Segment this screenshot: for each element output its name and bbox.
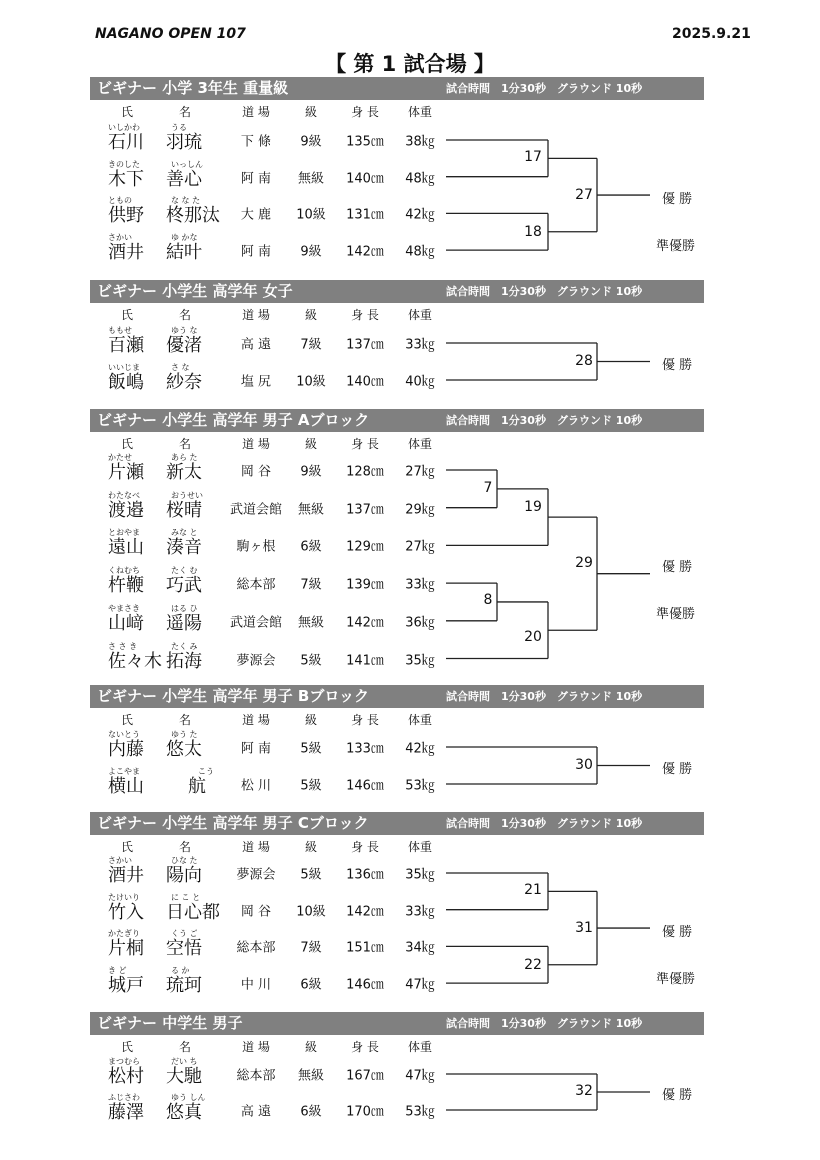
grade: 10級 [296, 374, 326, 390]
height: 136㎝ [346, 867, 384, 883]
height: 142㎝ [346, 904, 384, 920]
category-title: ビギナー 小学生 高学年 男子 Aブロック [97, 411, 370, 429]
grade: 10級 [296, 207, 326, 223]
weight: 47㎏ [405, 1068, 435, 1084]
ruby-family: まつむら [108, 1057, 140, 1066]
player-name [108, 326, 228, 358]
height: 142㎝ [346, 244, 384, 260]
family-name: 杵鞭 [108, 575, 144, 597]
player-name [108, 929, 228, 961]
event-date: 2025.9.21 [672, 26, 751, 42]
player-name [108, 1057, 228, 1089]
ruby-family: いしかわ [108, 123, 140, 132]
column-header-weight: 体重 [407, 840, 433, 854]
family-name: 渡邉 [108, 499, 144, 521]
column-header-dojo: 道 場 [242, 840, 270, 854]
ruby-given: ゆう た [171, 730, 198, 739]
ruby-given: る か [171, 966, 190, 976]
category-bar [90, 1012, 704, 1035]
height: 146㎝ [346, 778, 384, 794]
ruby-given: はる ひ [171, 603, 198, 613]
family-name: 片瀬 [108, 462, 144, 483]
given-name: 善心 [166, 168, 202, 190]
grade: 5級 [300, 778, 322, 794]
category-bar [90, 77, 704, 100]
ruby-family: ないとう [108, 730, 140, 739]
column-header-height: 身 長 [351, 105, 379, 119]
height: 141㎝ [346, 653, 384, 668]
ruby-family: いいじま [108, 363, 140, 372]
grade: 無級 [297, 1068, 325, 1084]
ruby-family: かたせ [108, 453, 132, 462]
grade: 10級 [296, 904, 326, 920]
weight: 36㎏ [405, 615, 435, 631]
family-name: 酒井 [108, 242, 144, 264]
weight: 48㎏ [405, 171, 435, 187]
winner-label: 優 勝 [662, 192, 693, 207]
column-header-grade: 級 [304, 308, 318, 322]
weight: 40㎏ [405, 374, 435, 390]
height: 137㎝ [346, 502, 384, 518]
ruby-family: やまさき [108, 603, 140, 613]
match-number: 30 [575, 757, 593, 773]
player-name [108, 767, 228, 799]
dojo: 高 遠 [240, 337, 272, 353]
family-name: 藤澤 [108, 1102, 144, 1123]
column-header-height: 身 長 [351, 308, 379, 322]
column-header-weight: 体重 [407, 1040, 433, 1054]
column-header-dojo: 道 場 [242, 308, 270, 322]
category-title: ビギナー 中学生 男子 [97, 1014, 243, 1032]
ruby-given: みな と [171, 528, 198, 538]
dojo: 松 川 [240, 778, 272, 794]
column-header-name_family: 氏 [120, 840, 134, 854]
column-header-height: 身 長 [351, 437, 379, 451]
weight: 29㎏ [405, 502, 435, 518]
given-name: 琉珂 [166, 975, 202, 997]
ruby-family: ふじさわ [108, 1093, 140, 1102]
column-header-name_family: 氏 [120, 713, 134, 727]
dojo: 総本部 [236, 940, 276, 956]
runner-up-label: 準優勝 [656, 239, 696, 254]
player-name [108, 528, 228, 560]
ruby-family: くねむち [108, 566, 140, 576]
winner-label: 優 勝 [662, 358, 693, 373]
player-name [108, 566, 228, 598]
match-number: 22 [524, 957, 542, 973]
match-number: 7 [483, 480, 493, 496]
player-name [108, 123, 228, 155]
column-header-name_given: 名 [178, 713, 192, 727]
ruby-family: よこやま [108, 767, 140, 776]
dojo: 総本部 [236, 1068, 276, 1084]
grade: 7級 [300, 337, 322, 353]
height: 170㎝ [346, 1104, 384, 1120]
family-name: 横山 [108, 776, 144, 797]
ruby-family: き ど [108, 966, 127, 976]
column-header-name_given: 名 [178, 308, 192, 322]
column-header-height: 身 長 [351, 840, 379, 854]
height: 139㎝ [346, 577, 384, 593]
column-header-dojo: 道 場 [242, 437, 270, 451]
player-name [108, 233, 228, 265]
column-header-name_given: 名 [178, 1040, 192, 1054]
ruby-family: ももせ [108, 326, 132, 335]
family-name: 松村 [108, 1066, 144, 1087]
given-name: 結叶 [166, 242, 202, 264]
category-title: ビギナー 小学生 高学年 女子 [97, 282, 293, 300]
ruby-family: さかい [108, 233, 132, 243]
winner-label: 優 勝 [662, 925, 693, 940]
ruby-given: ゆ かな [171, 233, 198, 243]
weight: 33㎏ [405, 904, 435, 920]
given-name: 優渚 [166, 335, 202, 356]
family-name: 木下 [108, 168, 144, 190]
match-time-info: 試合時間 1分30秒 グラウンド 10秒 [446, 414, 643, 427]
match-number: 8 [483, 592, 493, 608]
column-header-grade: 級 [304, 437, 318, 451]
ruby-given: ゆう しん [171, 1093, 206, 1102]
winner-label: 優 勝 [662, 1088, 693, 1103]
player-name [108, 604, 228, 636]
ruby-given: たく み [171, 641, 198, 651]
weight: 34㎏ [405, 940, 435, 956]
family-name: 山﨑 [108, 612, 144, 634]
ruby-family: とおやま [108, 528, 140, 538]
ruby-given: ひな た [171, 856, 198, 865]
column-header-name_given: 名 [178, 437, 192, 451]
height: 140㎝ [346, 374, 384, 390]
weight: 27㎏ [405, 464, 435, 480]
ruby-given: たく む [171, 566, 198, 576]
grade: 6級 [300, 977, 322, 993]
category-title: ビギナー 小学生 高学年 男子 Bブロック [97, 687, 370, 705]
ruby-given: うる [171, 123, 187, 132]
player-name [108, 1093, 228, 1125]
given-name: 空悟 [166, 938, 202, 960]
player-name [108, 856, 228, 888]
family-name: 石川 [108, 132, 144, 153]
grade: 9級 [300, 464, 322, 480]
event-title: NAGANO OPEN 107 [95, 26, 246, 42]
dojo: 武道会館 [229, 615, 283, 631]
dojo: 駒ヶ根 [236, 539, 276, 555]
category-title: ビギナー 小学 3年生 重量級 [97, 79, 289, 97]
player-name [108, 642, 228, 674]
match-number: 17 [524, 149, 542, 165]
weight: 48㎏ [405, 244, 435, 260]
page-title: 【 第 1 試合場 】 [325, 52, 495, 76]
weight: 42㎏ [405, 741, 435, 757]
ruby-given: ゆう な [171, 326, 198, 335]
winner-label: 優 勝 [662, 762, 693, 777]
column-header-weight: 体重 [407, 308, 433, 322]
column-header-name_family: 氏 [120, 105, 134, 119]
column-header-name_family: 氏 [120, 308, 134, 322]
height: 133㎝ [346, 741, 384, 757]
dojo: 阿 南 [240, 741, 272, 757]
dojo: 阿 南 [240, 171, 272, 187]
given-name: 悠真 [166, 1102, 202, 1123]
player-name [108, 491, 228, 523]
grade: 6級 [300, 1104, 322, 1120]
grade: 無級 [297, 171, 325, 187]
given-name: 航 [188, 776, 206, 797]
given-name: 桜晴 [166, 499, 202, 521]
column-header-height: 身 長 [351, 713, 379, 727]
player-name [108, 160, 228, 192]
family-name: 飯嶋 [108, 372, 144, 393]
column-header-grade: 級 [304, 713, 318, 727]
category-bar [90, 812, 704, 835]
runner-up-label: 準優勝 [656, 972, 696, 987]
column-header-height: 身 長 [351, 1040, 379, 1054]
given-name: 紗奈 [166, 372, 202, 393]
dojo: 岡 谷 [240, 904, 272, 920]
match-number: 31 [575, 920, 593, 936]
dojo: 中 川 [240, 977, 272, 993]
ruby-family: たけいり [108, 892, 140, 902]
column-header-weight: 体重 [407, 105, 433, 119]
match-number: 20 [524, 629, 542, 645]
weight: 35㎏ [405, 867, 435, 883]
column-header-grade: 級 [304, 840, 318, 854]
player-name [108, 966, 228, 998]
match-number: 29 [575, 555, 593, 571]
family-name: 片桐 [108, 938, 144, 960]
dojo: 高 遠 [240, 1104, 272, 1120]
match-time-info: 試合時間 1分30秒 グラウンド 10秒 [446, 690, 643, 703]
category-bar [90, 685, 704, 708]
match-number: 27 [575, 187, 593, 203]
given-name: 新太 [166, 462, 202, 483]
runner-up-label: 準優勝 [656, 607, 696, 622]
weight: 42㎏ [405, 207, 435, 223]
ruby-family: さ さ き [108, 641, 138, 651]
dojo: 夢源会 [236, 653, 276, 668]
family-name: 内藤 [108, 739, 144, 760]
family-name: 遠山 [108, 537, 144, 559]
category-title: ビギナー 小学生 高学年 男子 Cブロック [97, 814, 369, 832]
column-header-name_given: 名 [178, 105, 192, 119]
ruby-family: わたなべ [108, 490, 140, 500]
player-name [108, 363, 228, 395]
family-name: 竹入 [108, 901, 144, 923]
grade: 7級 [300, 940, 322, 956]
weight: 38㎏ [405, 134, 435, 150]
height: 137㎝ [346, 337, 384, 353]
ruby-family: かたぎり [108, 929, 140, 939]
column-header-dojo: 道 場 [242, 105, 270, 119]
player-name [108, 196, 228, 228]
ruby-given: あら た [171, 453, 198, 462]
given-name: 拓海 [166, 650, 202, 672]
weight: 33㎏ [405, 577, 435, 593]
family-name: 供野 [108, 205, 144, 227]
weight: 53㎏ [405, 778, 435, 794]
ruby-given: さ な [171, 363, 190, 372]
dojo: 総本部 [236, 577, 276, 593]
match-number: 21 [524, 882, 542, 898]
dojo: 阿 南 [240, 244, 272, 260]
dojo: 大 鹿 [240, 207, 272, 223]
given-name: 日心都 [166, 901, 220, 923]
match-time-info: 試合時間 1分30秒 グラウンド 10秒 [446, 285, 643, 298]
grade: 9級 [300, 244, 322, 260]
match-number: 32 [575, 1083, 593, 1099]
given-name: 柊那汰 [166, 205, 220, 227]
ruby-given: くう ご [171, 929, 198, 939]
category-bar [90, 280, 704, 303]
given-name: 遥陽 [166, 612, 202, 634]
dojo: 岡 谷 [240, 464, 272, 480]
family-name: 城戸 [108, 975, 144, 997]
ruby-given: こう [198, 767, 214, 776]
family-name: 百瀬 [108, 335, 144, 356]
weight: 47㎏ [405, 977, 435, 993]
column-header-dojo: 道 場 [242, 1040, 270, 1054]
weight: 33㎏ [405, 337, 435, 353]
match-time-info: 試合時間 1分30秒 グラウンド 10秒 [446, 1017, 643, 1030]
given-name: 羽琉 [166, 132, 202, 153]
height: 135㎝ [346, 134, 384, 150]
grade: 5級 [300, 741, 322, 757]
grade: 9級 [300, 134, 322, 150]
ruby-given: おうせい [171, 490, 203, 500]
given-name: 陽向 [166, 865, 202, 886]
winner-label: 優 勝 [662, 560, 693, 575]
height: 167㎝ [346, 1068, 384, 1084]
match-number: 18 [524, 224, 542, 240]
grade: 無級 [297, 502, 325, 518]
match-time-info: 試合時間 1分30秒 グラウンド 10秒 [446, 82, 643, 95]
column-header-name_family: 氏 [120, 1040, 134, 1054]
ruby-given: いっしん [171, 159, 203, 169]
match-number: 28 [575, 353, 593, 369]
weight: 53㎏ [405, 1104, 435, 1120]
category-bar [90, 409, 704, 432]
height: 146㎝ [346, 977, 384, 993]
grade: 5級 [300, 867, 322, 883]
column-header-name_family: 氏 [120, 437, 134, 451]
weight: 27㎏ [405, 539, 435, 555]
column-header-grade: 級 [304, 105, 318, 119]
given-name: 大馳 [166, 1066, 202, 1087]
dojo: 塩 尻 [240, 374, 272, 390]
grade: 7級 [300, 577, 322, 593]
ruby-given: に こ と [171, 892, 201, 902]
match-number: 19 [524, 499, 542, 515]
family-name: 佐々木 [108, 650, 162, 672]
column-header-dojo: 道 場 [242, 713, 270, 727]
ruby-family: さかい [108, 856, 132, 865]
match-time-info: 試合時間 1分30秒 グラウンド 10秒 [446, 817, 643, 830]
player-name [108, 730, 228, 762]
ruby-family: きのした [108, 159, 140, 169]
height: 128㎝ [346, 464, 384, 480]
ruby-given: な な た [171, 196, 201, 206]
dojo: 下 條 [240, 134, 272, 150]
height: 142㎝ [346, 615, 384, 631]
dojo: 夢源会 [236, 867, 276, 883]
grade: 5級 [300, 653, 322, 668]
ruby-given: だい ち [171, 1057, 198, 1066]
family-name: 酒井 [108, 865, 144, 886]
height: 131㎝ [346, 207, 384, 223]
dojo: 武道会館 [229, 502, 283, 518]
height: 140㎝ [346, 171, 384, 187]
height: 129㎝ [346, 539, 384, 555]
ruby-family: ともの [108, 196, 132, 206]
grade: 6級 [300, 539, 322, 555]
column-header-grade: 級 [304, 1040, 318, 1054]
column-header-name_given: 名 [178, 840, 192, 854]
player-name [108, 453, 228, 485]
grade: 無級 [297, 615, 325, 631]
player-name [108, 893, 228, 925]
height: 151㎝ [346, 940, 384, 956]
column-header-weight: 体重 [407, 713, 433, 727]
column-header-weight: 体重 [407, 437, 433, 451]
given-name: 湊音 [166, 537, 202, 559]
weight: 35㎏ [405, 653, 435, 668]
given-name: 巧武 [166, 575, 202, 597]
given-name: 悠太 [166, 739, 202, 760]
